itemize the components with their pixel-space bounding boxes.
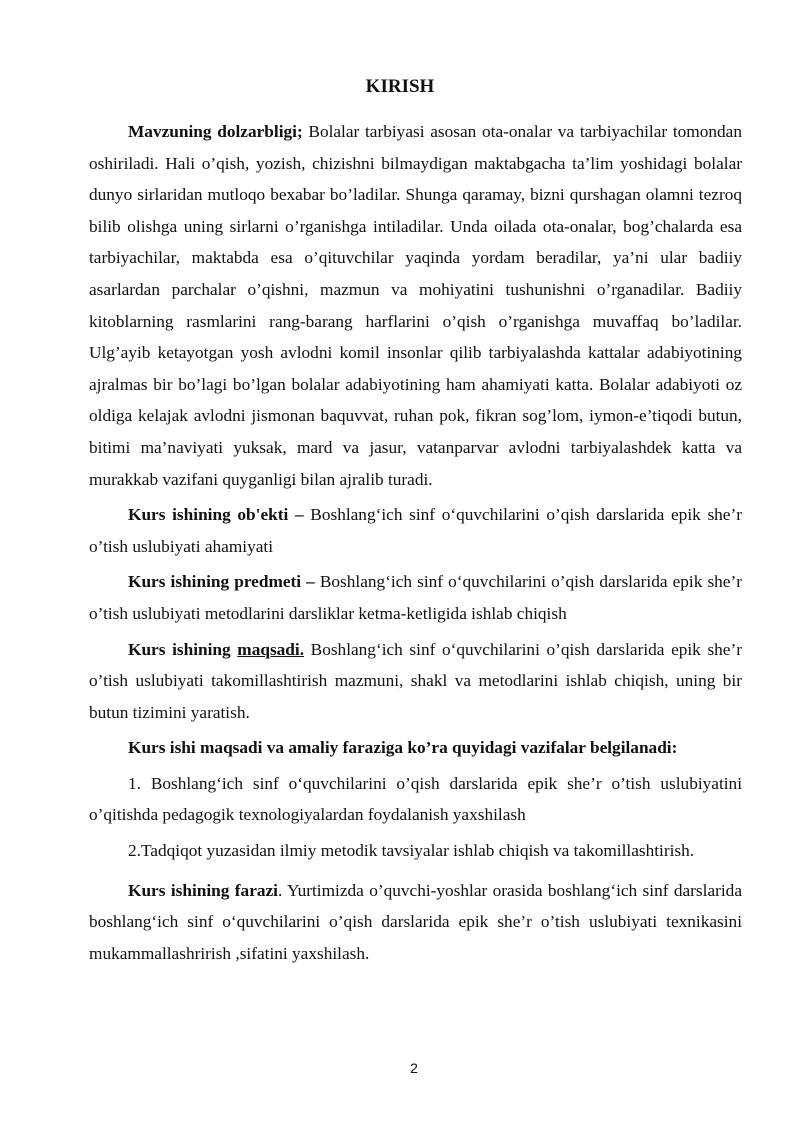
subject-text: Boshlang‘ich sinf o‘quvchilarini o’qish darslarida epik she’r o’tish uslubiyati metodlarini darsliklar ketma-ketligida ishlab chiqish: [89, 572, 742, 623]
task-item-1-text: 1. Boshlang‘ich sinf o‘quvchilarini o’qish darslarida epik she’r o’tish uslubiyatini o’qitishda pedagogik texnologiyalardan foydalanish yaxshilash: [89, 773, 742, 825]
document-body: [89, 116, 742, 969]
hypothesis-text: . Yurtimizda o’quvchi-yoshlar orasida boshlang‘ich sinf darslarida boshlang‘ich sinf o‘quvchilarini o’qish darslarida epik she’r o’tish uslubiyati texnikasini mukammallashrirish ,sifatini yaxshilash.: [89, 880, 742, 963]
object-label: Kurs ishining ob'ekti –: [128, 505, 304, 525]
paragraph-goal: [89, 634, 742, 729]
goal-label-underlined: maqsadi.: [237, 639, 305, 659]
page-heading: KIRISH: [365, 76, 435, 97]
tasks-heading-text: Kurs ishi maqsadi va amaliy faraziga ko’ra quyidagi vazifalar belgilanadi:: [128, 738, 678, 758]
task-item-2: [89, 835, 742, 867]
relevance-label: Mavzuning dolzarbligi;: [128, 122, 303, 141]
goal-label: Kurs ishining: [128, 639, 238, 659]
subject-label: Kurs ishining predmeti –: [128, 572, 315, 592]
hypothesis-label: Kurs ishining farazi: [128, 880, 278, 900]
paragraph-hypothesis: [89, 875, 742, 970]
paragraph-subject: [89, 566, 742, 629]
relevance-text: Bolalar tarbiyasi asosan ota-onalar va tarbiyachilar tomondan oshiriladi. Hali o’qish, yozish, chizishni bilmaydigan maktabgacha ta’lim yoshidagi bolalar dunyo sirlaridan mutloqo bexabar bo’ladilar. Shunga qaramay, bizni qurshagan olamni tezroq bilib olishga uning sirlarni o’rganishga intiladilar. Unda oilada ota-onalar, bog’chalarda esa tarbiyachilar, maktabda esa o’qituvchilar yaqinda yordam beradilar, ya’ni ular badiiy asarlardan parchalar o’qishni, mazmun va mohiyatini tushunishni o’rganadilar. Badiiy kitoblarning rasmlarini rang-barang harflarini o’qish o’rganishga muvaffaq bo’ladilar. Ulg’ayib ketayotgan yosh avlodni komil insonlar qilib tarbiyalashda kattalar adabiyotining ajralmas bir bo’lagi bo’lgan bolalar adabiyotining ham ahamiyati katta. Bolalar adabiyoti oz oldiga kelajak avlodni jismonan baquvvat, ruhan pok, fikran sog’lom, iymon-e’tiqodi butun, bitimi ma’naviyati yuksak, mard va jasur, vatanparvar avlodni tarbiyalashdek katta va murakkab vazifani quyganligi bilan ajralib turadi.: [89, 122, 742, 489]
task-item-2-text: 2.Tadqiqot yuzasidan ilmiy metodik tavsiyalar ishlab chiqish va takomillashtirish.: [128, 841, 695, 861]
paragraph-relevance: [89, 116, 742, 495]
page-number: 2: [410, 1060, 418, 1076]
object-text: Boshlang‘ich sinf o‘quvchilarini o’qish darslarida epik she’r o’tish uslubiyati ahamiyati: [89, 505, 742, 556]
goal-text: Boshlang‘ich sinf o‘quvchilarini o’qish darslarida epik she’r o’tish uslubiyati takomillashtirish mazmuni, shakl va metodlarini ishlab chiqish, uning bir butun tizimini yaratish.: [89, 639, 742, 722]
paragraph-tasks-heading: [89, 732, 742, 764]
paragraph-object: [89, 499, 742, 562]
task-item-1: [89, 768, 742, 831]
